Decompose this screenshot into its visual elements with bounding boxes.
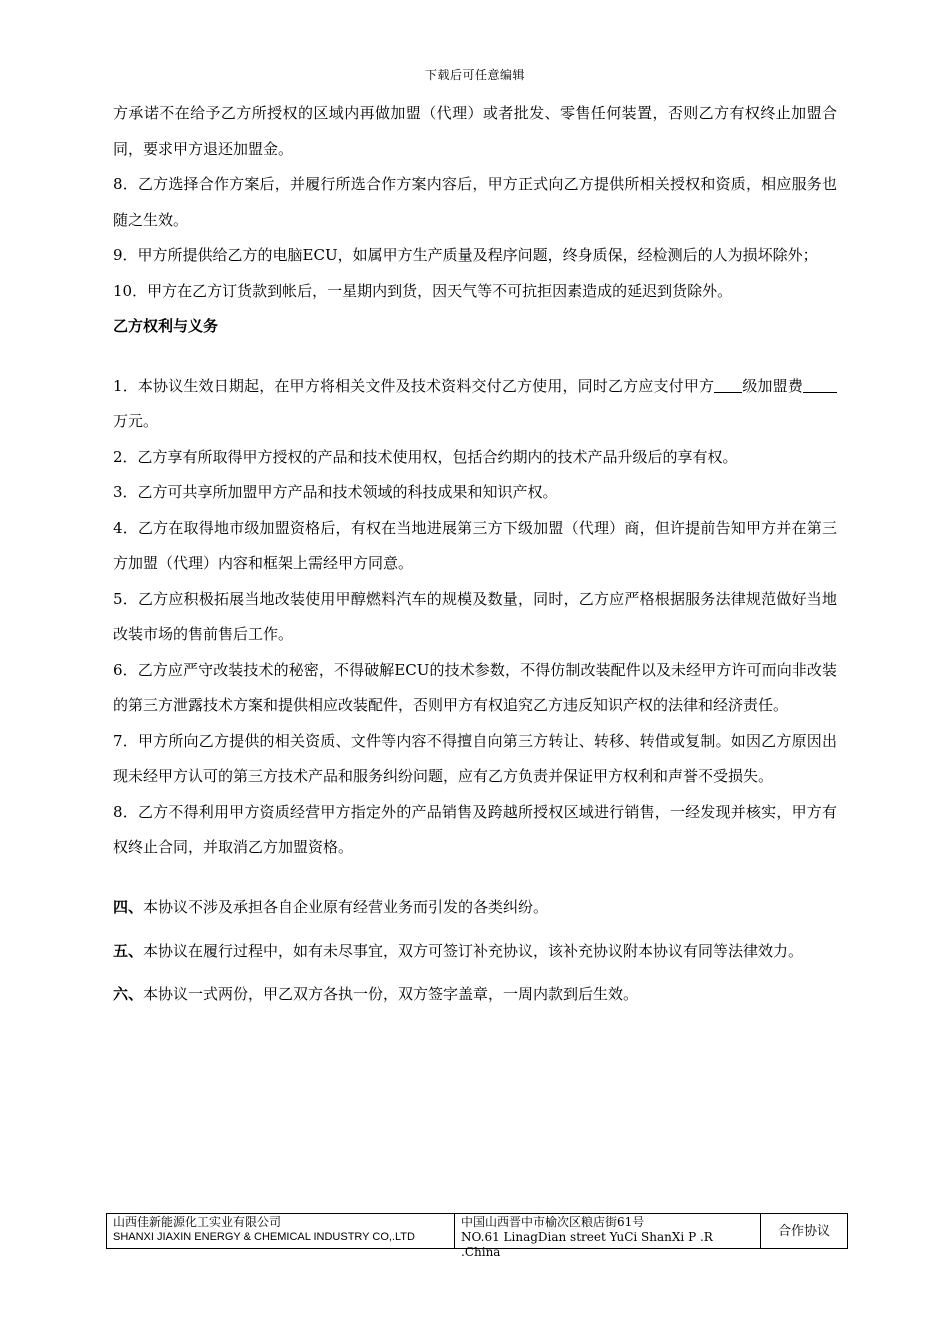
section-heading-party-b: 乙方权利与义务 bbox=[113, 317, 219, 335]
section-6 bbox=[113, 977, 837, 1013]
section-6-number: 六、 bbox=[113, 985, 144, 1003]
blank-amount bbox=[803, 377, 837, 393]
section-5-number: 五、 bbox=[113, 942, 144, 960]
party-b-clause-1 bbox=[113, 369, 837, 440]
clause-1-text-a: 1．本协议生效日期起，在甲方将相关文件及技术资料交付乙方使用，同时乙方应支付甲方 bbox=[113, 376, 715, 395]
party-b-clause-3: 3．乙方可共享所加盟甲方产品和技术领域的科技成果和知识产权。 bbox=[113, 483, 558, 501]
company-name-cn: 山西佳新能源化工实业有限公司 bbox=[113, 1215, 282, 1229]
party-b-clause-6: 6．乙方应严守改装技术的秘密，不得破解ECU的技术参数，不得仿制改装配件以及未经甲方许可而向非改装的第三方泄露技术方案和提供相应改装配件，否则甲方有权追究乙方违反知识产权的法律和经济责任。 bbox=[113, 660, 837, 714]
company-name-en: SHANXI JIAXIN ENERGY & CHEMICAL INDUSTRY CO,.LTD bbox=[113, 1231, 415, 1243]
party-b-clause-7: 7．甲方所向乙方提供的相关资质、文件等内容不得擅自向第三方转让、转移、转借或复制。如因乙方原因出现未经甲方认可的第三方技术产品和服务纠纷问题，应有乙方负责并保证甲方权利和声誉不受损失。 bbox=[113, 731, 837, 785]
clause-9: 9．甲方所提供给乙方的电脑ECU，如属甲方生产质量及程序问题，终身质保，经检测后的人为损坏除外； bbox=[113, 246, 818, 264]
spacer bbox=[113, 345, 837, 369]
spacer bbox=[113, 866, 837, 890]
document-body bbox=[113, 96, 837, 1013]
footer-doc-title: 合作协议 bbox=[777, 1223, 830, 1239]
footer-table bbox=[106, 1213, 848, 1259]
address-en: NO.61 LinagDian street YuCi ShanXi P .R .China bbox=[461, 1230, 713, 1259]
footer-address-cell bbox=[455, 1214, 761, 1259]
section-4-number: 四、 bbox=[113, 897, 144, 916]
header-note: 下载后可任意编辑 bbox=[424, 68, 525, 82]
section-4-text: 本协议不涉及承担各自企业原有经营业务而引发的各类纠纷。 bbox=[143, 897, 549, 916]
clause-8: 8．乙方选择合作方案后，并履行所选合作方案内容后，甲方正式向乙方提供所相关授权和资质，相应服务也随之生效。 bbox=[113, 175, 837, 229]
section-4 bbox=[113, 890, 837, 926]
party-b-clause-8: 8．乙方不得利用甲方资质经营甲方指定外的产品销售及跨越所授权区域进行销售，一经发现并核实，甲方有权终止合同，并取消乙方加盟资格。 bbox=[113, 802, 837, 856]
section-5-text: 本协议在履行过程中，如有未尽事宜，双方可签订补充协议，该补充协议附本协议有同等法律效力。 bbox=[143, 942, 804, 960]
clause-1-text-c: 万元。 bbox=[113, 412, 159, 430]
blank-level bbox=[714, 377, 742, 393]
section-6-text: 本协议一式两份，甲乙双方各执一份，双方签字盖章，一周内款到后生效。 bbox=[143, 985, 639, 1003]
paragraph-continuation: 方承诺不在给予乙方所授权的区域内再做加盟（代理）或者批发、零售任何装置，否则乙方有权终止加盟合同，要求甲方退还加盟金。 bbox=[113, 104, 837, 158]
party-b-clause-5: 5．乙方应积极拓展当地改装使用甲醇燃料汽车的规模及数量，同时，乙方应严格根据服务法律规范做好当地改装市场的售前售后工作。 bbox=[113, 589, 837, 643]
footer-company-cell bbox=[107, 1214, 455, 1248]
clause-10: 10．甲方在乙方订货款到帐后，一星期内到货，因天气等不可抗拒因素造成的延迟到货除外。 bbox=[113, 281, 733, 300]
party-b-clause-4: 4．乙方在取得地市级加盟资格后，有权在当地进展第三方下级加盟（代理）商，但许提前告知甲方并在第三方加盟（代理）内容和框架上需经甲方同意。 bbox=[113, 518, 837, 572]
clause-1-text-b: 级加盟费 bbox=[742, 376, 803, 395]
party-b-clause-2: 2．乙方享有所取得甲方授权的产品和技术使用权，包括合约期内的技术产品升级后的享有权。 bbox=[113, 447, 738, 466]
address-cn: 中国山西晋中市榆次区粮店街61号 bbox=[461, 1215, 645, 1229]
section-5 bbox=[113, 925, 837, 977]
